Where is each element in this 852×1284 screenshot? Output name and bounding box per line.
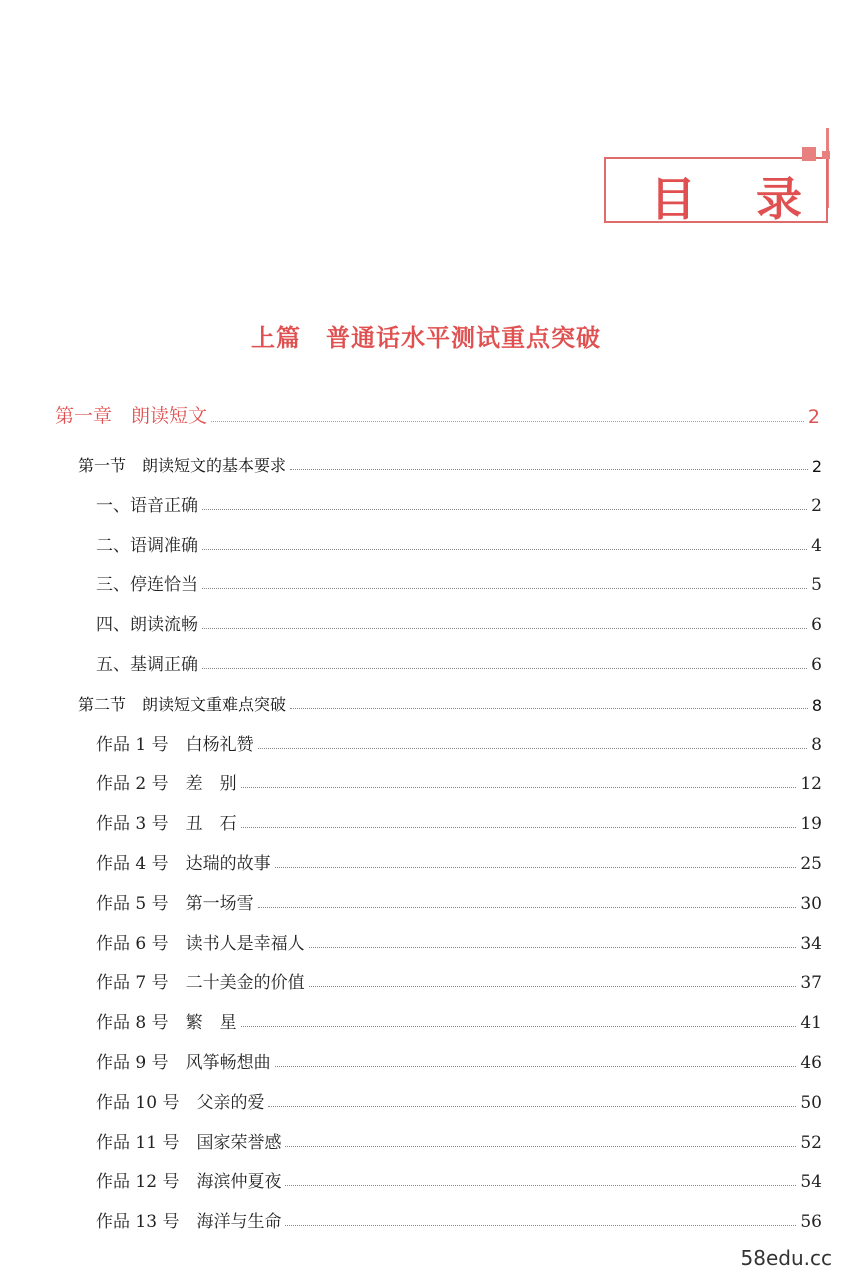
toc-item[interactable] (0, 607, 852, 635)
leader-dots (309, 985, 797, 987)
leader-dots (258, 747, 808, 749)
toc-entry-label: 作品 11 号 国家荣誉感 (96, 1133, 282, 1153)
corner-mark-small (822, 151, 830, 159)
toc-page-number: 8 (811, 735, 822, 755)
toc-entry-label: 作品 3 号 丑 石 (96, 814, 237, 834)
toc-page-number: 2 (811, 457, 822, 476)
toc-entry-label: 作品 9 号 风筝畅想曲 (96, 1053, 271, 1073)
toc-page-number: 2 (807, 406, 820, 428)
toc-title: 目 录 (650, 172, 825, 226)
toc-entry-label: 作品 7 号 二十美金的价值 (96, 973, 305, 993)
toc-page-number: 56 (800, 1212, 822, 1232)
corner-mark (802, 147, 816, 161)
watermark: 58edu.cc (740, 1246, 832, 1270)
toc-entry-label: 作品 13 号 海洋与生命 (96, 1212, 282, 1232)
part-heading: 上篇 普通话水平测试重点突破 (251, 323, 601, 352)
toc-page-number: 2 (811, 496, 822, 516)
toc-item[interactable] (0, 488, 852, 516)
leader-dots (275, 866, 797, 868)
leader-dots (285, 1184, 796, 1186)
toc-entry-label: 第一章 朗读短文 (55, 405, 208, 427)
toc-chapter-1[interactable] (0, 400, 852, 428)
toc-section-1[interactable] (0, 448, 852, 476)
toc-item[interactable] (0, 1125, 852, 1153)
toc-item[interactable] (0, 1204, 852, 1232)
leader-dots (202, 667, 807, 669)
leader-dots (309, 946, 797, 948)
toc-entry-label: 作品 12 号 海滨仲夏夜 (96, 1172, 282, 1192)
toc-entry-label: 五、基调正确 (96, 655, 198, 675)
toc-entry-label: 作品 8 号 繁 星 (96, 1013, 237, 1033)
toc-item[interactable] (0, 528, 852, 556)
toc-entry-label: 作品 5 号 第一场雪 (96, 894, 254, 914)
toc-item[interactable] (0, 647, 852, 675)
toc-item[interactable] (0, 1045, 852, 1073)
toc-page-number: 5 (811, 575, 822, 595)
toc-entry-label: 作品 6 号 读书人是幸福人 (96, 934, 305, 954)
leader-dots (202, 627, 807, 629)
toc-page-number: 6 (811, 655, 822, 675)
toc-entry-label: 第二节 朗读短文重难点突破 (78, 695, 287, 714)
toc-item[interactable] (0, 846, 852, 874)
toc-page-number: 37 (800, 973, 822, 993)
leader-dots (290, 468, 808, 470)
toc-entry-label: 第一节 朗读短文的基本要求 (78, 456, 287, 475)
toc-page-number: 50 (800, 1093, 822, 1113)
leader-dots (211, 420, 804, 422)
leader-dots (241, 826, 797, 828)
toc-page-number: 4 (811, 536, 822, 556)
toc-page-number: 46 (800, 1053, 822, 1073)
toc-page-number: 52 (800, 1133, 822, 1153)
toc-item[interactable] (0, 806, 852, 834)
toc-page-number: 8 (811, 696, 822, 715)
toc-page-number: 25 (800, 854, 822, 874)
toc-entry-label: 作品 2 号 差 别 (96, 774, 237, 794)
toc-page-number: 41 (800, 1013, 822, 1033)
toc-page-number: 12 (800, 774, 822, 794)
toc-item[interactable] (0, 965, 852, 993)
toc-section-2[interactable] (0, 687, 852, 715)
toc-entry-label: 作品 10 号 父亲的爱 (96, 1093, 265, 1113)
toc-item[interactable] (0, 1085, 852, 1113)
toc-title-box (604, 157, 828, 226)
toc-page-number: 6 (811, 615, 822, 635)
toc-page-number: 19 (800, 814, 822, 834)
toc-item[interactable] (0, 567, 852, 595)
leader-dots (268, 1105, 796, 1107)
leader-dots (241, 1025, 797, 1027)
toc-page-number: 30 (800, 894, 822, 914)
toc-entry-label: 一、语音正确 (96, 496, 198, 516)
toc-entry-label: 作品 1 号 白杨礼赞 (96, 735, 254, 755)
leader-dots (202, 508, 807, 510)
leader-dots (285, 1145, 796, 1147)
toc-entry-label: 二、语调准确 (96, 536, 198, 556)
leader-dots (202, 548, 807, 550)
toc-item[interactable] (0, 926, 852, 954)
toc-item[interactable] (0, 766, 852, 794)
toc-entry-label: 三、停连恰当 (96, 575, 198, 595)
leader-dots (285, 1224, 796, 1226)
toc-entry-label: 四、朗读流畅 (96, 615, 198, 635)
leader-dots (241, 786, 797, 788)
toc-item[interactable] (0, 886, 852, 914)
leader-dots (290, 707, 808, 709)
toc-item[interactable] (0, 727, 852, 755)
leader-dots (275, 1065, 797, 1067)
leader-dots (202, 587, 807, 589)
toc-item[interactable] (0, 1164, 852, 1192)
toc-page-number: 54 (800, 1172, 822, 1192)
toc-page-number: 34 (800, 934, 822, 954)
toc-entry-label: 作品 4 号 达瑞的故事 (96, 854, 271, 874)
toc-item[interactable] (0, 1005, 852, 1033)
leader-dots (258, 906, 797, 908)
